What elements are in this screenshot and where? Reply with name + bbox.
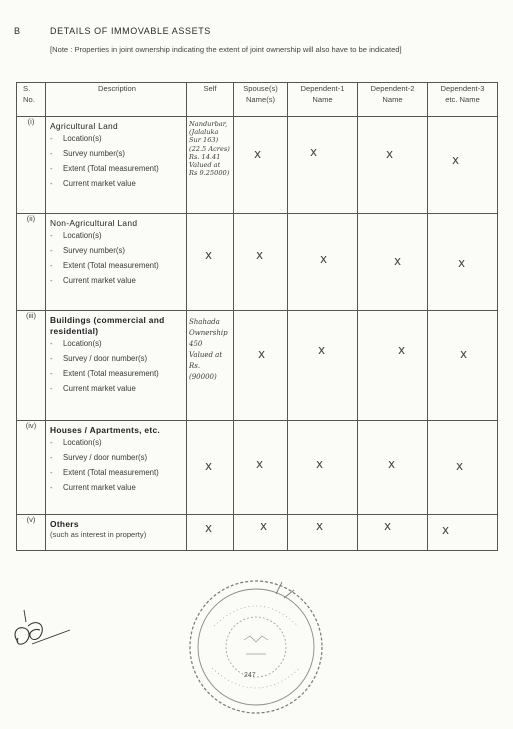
dependent-1-cell xyxy=(288,117,358,214)
row-category: Buildings (commercial and residential) xyxy=(50,315,165,336)
row-category: Non-Agricultural Land xyxy=(50,218,138,228)
row-item: - Extent (Total measurement) xyxy=(50,261,159,270)
cross-mark: x xyxy=(442,523,450,537)
spouse-cell xyxy=(234,421,288,515)
table-row xyxy=(17,311,498,421)
immovable-assets-table xyxy=(16,82,498,551)
cross-mark: x xyxy=(320,252,328,266)
header-sno: S. No. xyxy=(17,83,46,117)
dependent-3-cell xyxy=(428,117,498,214)
row-item: - Current market value xyxy=(50,179,136,188)
row-sno: (iii) xyxy=(17,311,46,421)
row-item: - Survey / door number(s) xyxy=(50,453,148,462)
cross-mark: x xyxy=(258,347,266,361)
cross-mark: x xyxy=(398,343,406,357)
section-note: [Note : Properties in joint ownership indicating the extent of joint ownership will also have to be indicated] xyxy=(50,45,402,54)
header-self: Self xyxy=(187,83,234,117)
self-handwritten-entry: Nandurbar, (Jalaluka Sur 163) (22.5 Acres) Rs. 14.41 Valued at Rs 9.25000) xyxy=(187,117,234,214)
cross-mark: x xyxy=(452,153,460,167)
row-item: - Survey number(s) xyxy=(50,246,125,255)
row-description xyxy=(46,421,187,515)
spouse-cell xyxy=(234,117,288,214)
cross-mark: x xyxy=(260,519,268,533)
cross-mark: x xyxy=(256,457,264,471)
row-item: - Extent (Total measurement) xyxy=(50,468,159,477)
table-row xyxy=(17,117,498,214)
row-category: Agricultural Land xyxy=(50,121,118,131)
row-sno: (i) xyxy=(17,117,46,214)
cross-mark: x xyxy=(316,457,324,471)
self-cell xyxy=(187,421,234,515)
cross-mark: x xyxy=(254,147,262,161)
dependent-2-cell xyxy=(358,515,428,551)
cross-mark: x xyxy=(456,459,464,473)
cross-mark: x xyxy=(458,256,466,270)
cross-mark: x xyxy=(205,248,213,262)
header-spouse: Spouse(s) Name(s) xyxy=(234,83,288,117)
header-description: Description xyxy=(46,83,187,117)
header-row xyxy=(17,83,498,117)
dependent-3-cell xyxy=(428,311,498,421)
dependent-2-cell xyxy=(358,214,428,311)
header-dependent-1: Dependent-1 Name xyxy=(288,83,358,117)
spouse-cell xyxy=(234,515,288,551)
cross-mark: x xyxy=(256,248,264,262)
table-row xyxy=(17,421,498,515)
table-row xyxy=(17,214,498,311)
section-title: DETAILS OF IMMOVABLE ASSETS xyxy=(50,26,211,36)
row-item: - Current market value xyxy=(50,384,136,393)
row-item: - Survey number(s) xyxy=(50,149,125,158)
row-category: Others xyxy=(50,519,79,529)
cross-mark: x xyxy=(388,457,396,471)
cross-mark: x xyxy=(310,145,318,159)
row-description xyxy=(46,214,187,311)
dependent-1-cell xyxy=(288,311,358,421)
self-cell xyxy=(187,214,234,311)
row-category-note: (such as interest in property) xyxy=(50,530,147,539)
notary-seal-stamp xyxy=(184,576,328,718)
header-dependent-2: Dependent-2 Name xyxy=(358,83,428,117)
row-item: - Location(s) xyxy=(50,231,102,240)
row-description xyxy=(46,117,187,214)
row-sno: (v) xyxy=(17,515,46,551)
row-category: Houses / Apartments, etc. xyxy=(50,425,161,435)
dependent-2-cell xyxy=(358,117,428,214)
row-item: - Extent (Total measurement) xyxy=(50,369,159,378)
dependent-2-cell xyxy=(358,421,428,515)
cross-mark: x xyxy=(394,254,402,268)
cross-mark: x xyxy=(386,147,394,161)
cross-mark: x xyxy=(316,519,324,533)
row-item: - Current market value xyxy=(50,276,136,285)
spouse-cell xyxy=(234,311,288,421)
row-item: - Location(s) xyxy=(50,134,102,143)
dependent-3-cell xyxy=(428,214,498,311)
row-sno: (ii) xyxy=(17,214,46,311)
dependent-1-cell xyxy=(288,421,358,515)
cross-mark: x xyxy=(460,347,468,361)
cross-mark: x xyxy=(205,521,213,535)
self-handwritten-entry: Shahada Ownership 450 Valued at Rs. (90000) xyxy=(187,311,234,421)
dependent-2-cell xyxy=(358,311,428,421)
signature xyxy=(10,604,82,652)
row-item: - Current market value xyxy=(50,483,136,492)
row-item: - Extent (Total measurement) xyxy=(50,164,159,173)
row-item: - Location(s) xyxy=(50,339,102,348)
row-description xyxy=(46,515,187,551)
cross-mark: x xyxy=(205,459,213,473)
dependent-1-cell xyxy=(288,515,358,551)
row-sno: (iv) xyxy=(17,421,46,515)
cross-mark: x xyxy=(384,519,392,533)
cross-mark: x xyxy=(318,343,326,357)
spouse-cell xyxy=(234,214,288,311)
section-number: B xyxy=(14,26,21,36)
stamp-number: 247 xyxy=(244,672,256,679)
dependent-3-cell xyxy=(428,421,498,515)
row-item: - Survey / door number(s) xyxy=(50,354,148,363)
row-description xyxy=(46,311,187,421)
row-item: - Location(s) xyxy=(50,438,102,447)
header-dependent-3: Dependent-3 etc. Name xyxy=(428,83,498,117)
dependent-3-cell xyxy=(428,515,498,551)
dependent-1-cell xyxy=(288,214,358,311)
table-row xyxy=(17,515,498,551)
self-cell xyxy=(187,515,234,551)
